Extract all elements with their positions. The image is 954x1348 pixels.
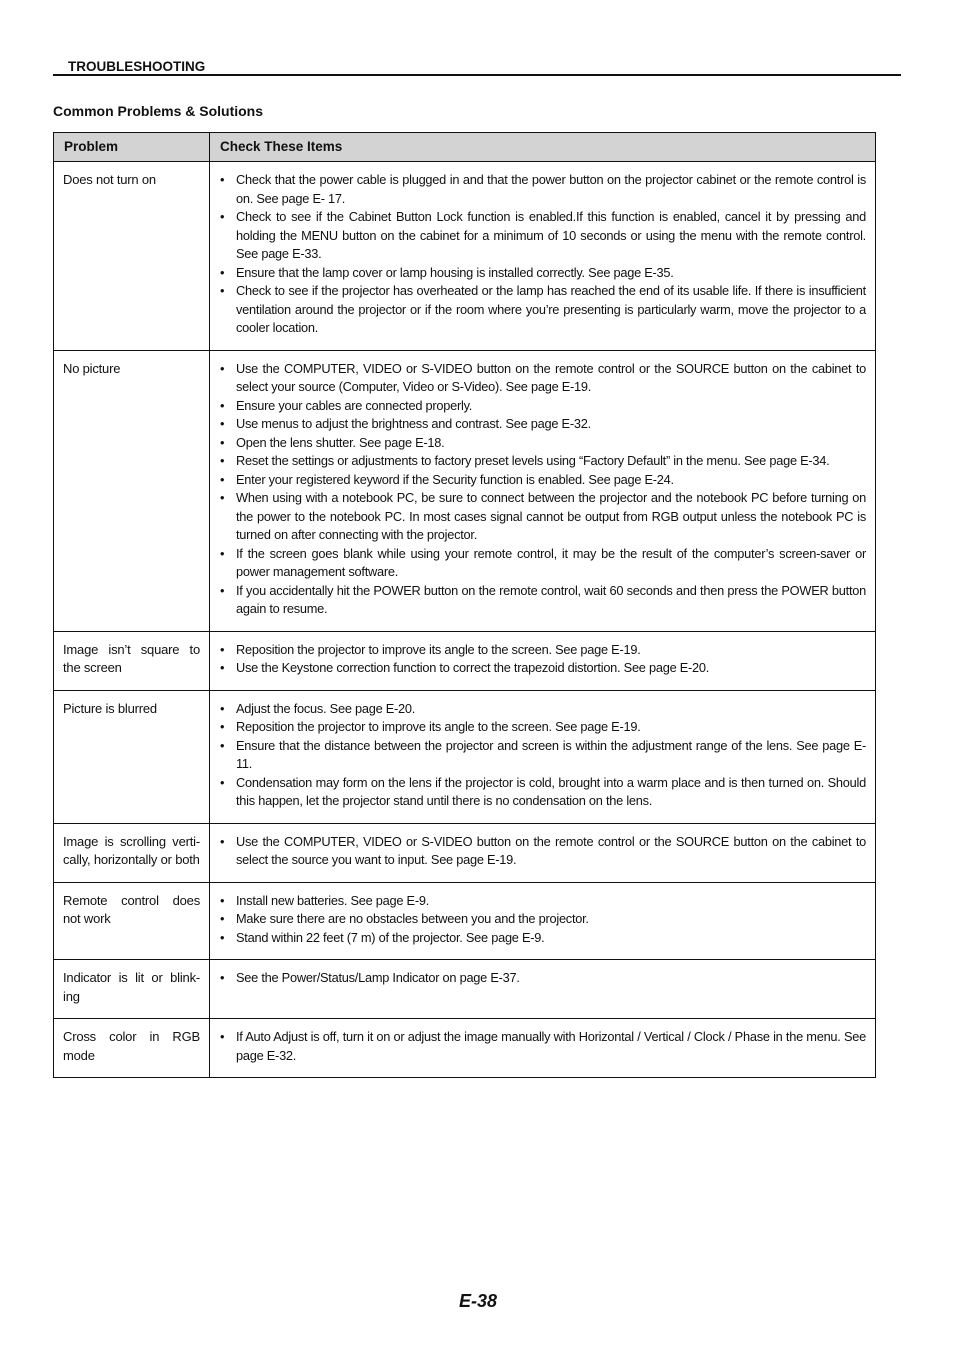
problem-cell: Cross color in RGB mode	[54, 1019, 210, 1078]
checks-cell	[210, 690, 876, 823]
list-item: • Use the Keystone correction function to correct the trapezoid distortion. See page E-20.	[219, 659, 866, 678]
problem-cell: Picture is blurred	[54, 690, 210, 823]
list-item: • Use menus to adjust the brightness and contrast. See page E-32.	[219, 415, 866, 434]
list-item: • If you accidentally hit the POWER button on the remote control, wait 60 seconds and then press the POWER button again to resume.	[219, 582, 866, 619]
problem-cell: Image isn’t square to the screen	[54, 631, 210, 690]
list-item: • When using with a notebook PC, be sure to connect between the projector and the notebook PC before turning on the power to the notebook PC. In most cases signal cannot be output from RGB output unless the notebook PC is turned on after connecting with the projector.	[219, 489, 866, 545]
problem-cell: Remote control does not work	[54, 882, 210, 960]
list-item: • Install new batteries. See page E-9.	[219, 892, 866, 911]
page-number: E-38	[459, 1291, 498, 1311]
checks-cell	[210, 960, 876, 1019]
check-items-list	[219, 833, 866, 870]
table-row	[54, 631, 876, 690]
table-row	[54, 690, 876, 823]
checks-cell	[210, 1019, 876, 1078]
check-items-list	[219, 1028, 866, 1065]
checks-cell	[210, 882, 876, 960]
list-item: • See the Power/Status/Lamp Indicator on page E-37.	[219, 969, 866, 988]
checks-cell	[210, 631, 876, 690]
list-item: • Use the COMPUTER, VIDEO or S-VIDEO button on the remote control or the SOURCE button on the cabinet to select your source (Computer, Video or S-Video). See page E-19.	[219, 360, 866, 397]
column-header-checks: Check These Items	[210, 133, 876, 162]
check-items-list	[219, 969, 866, 988]
section-header: TROUBLESHOOTING	[53, 58, 901, 76]
check-items-list	[219, 700, 866, 811]
table-row	[54, 960, 876, 1019]
list-item: • Reset the settings or adjustments to factory preset levels using “Factory Default” in the menu. See page E-34.	[219, 452, 866, 471]
list-item: • Enter your registered keyword if the Security function is enabled. See page E-24.	[219, 471, 866, 490]
table-row	[54, 162, 876, 351]
table-header-row	[54, 133, 876, 162]
list-item: • Condensation may form on the lens if the projector is cold, brought into a warm place and is then turned on. Should this happen, let the projector stand until there is no condensation on the lens.	[219, 774, 866, 811]
list-item: • If the screen goes blank while using your remote control, it may be the result of the computer’s screen-saver or power management software.	[219, 545, 866, 582]
problem-cell: Does not turn on	[54, 162, 210, 351]
table-row	[54, 882, 876, 960]
table-row	[54, 350, 876, 631]
check-items-list	[219, 892, 866, 948]
table-row	[54, 823, 876, 882]
list-item: • Make sure there are no obstacles between you and the projector.	[219, 910, 866, 929]
list-item: • Ensure your cables are connected properly.	[219, 397, 866, 416]
list-item: • Open the lens shutter. See page E-18.	[219, 434, 866, 453]
list-item: • Reposition the projector to improve its angle to the screen. See page E-19.	[219, 641, 866, 660]
problem-cell: Indicator is lit or blink-ing	[54, 960, 210, 1019]
check-items-list	[219, 171, 866, 338]
column-header-problem: Problem	[54, 133, 210, 162]
table-row	[54, 1019, 876, 1078]
list-item: • Adjust the focus. See page E-20.	[219, 700, 866, 719]
list-item: • Reposition the projector to improve its angle to the screen. See page E-19.	[219, 718, 866, 737]
checks-cell	[210, 350, 876, 631]
list-item: • Ensure that the lamp cover or lamp housing is installed correctly. See page E-35.	[219, 264, 866, 283]
problem-cell: Image is scrolling verti-cally, horizontally or both	[54, 823, 210, 882]
checks-cell	[210, 162, 876, 351]
problem-cell: No picture	[54, 350, 210, 631]
troubleshooting-table	[53, 132, 876, 1078]
checks-cell	[210, 823, 876, 882]
check-items-list	[219, 360, 866, 619]
list-item: • If Auto Adjust is off, turn it on or adjust the image manually with Horizontal / Vertical / Clock / Phase in the menu. See page E-32.	[219, 1028, 866, 1065]
page-subtitle: Common Problems & Solutions	[53, 103, 264, 119]
list-item: • Stand within 22 feet (7 m) of the projector. See page E-9.	[219, 929, 866, 948]
list-item: • Check to see if the Cabinet Button Lock function is enabled.If this function is enabled, cancel it by pressing and holding the MENU button on the cabinet for a minimum of 10 seconds or using the menu with the remote control. See page E-33.	[219, 208, 866, 264]
list-item: • Check to see if the projector has overheated or the lamp has reached the end of its usable life. If there is insufficient ventilation around the projector or if the room where you’re presenting is particularly warm, move the projector to a cooler location.	[219, 282, 866, 338]
list-item: • Ensure that the distance between the projector and screen is within the adjustment range of the lens. See page E-11.	[219, 737, 866, 774]
list-item: • Use the COMPUTER, VIDEO or S-VIDEO button on the remote control or the SOURCE button on the cabinet to select the source you want to input. See page E-19.	[219, 833, 866, 870]
check-items-list	[219, 641, 866, 678]
list-item: • Check that the power cable is plugged in and that the power button on the projector cabinet or the remote control is on. See page E- 17.	[219, 171, 866, 208]
